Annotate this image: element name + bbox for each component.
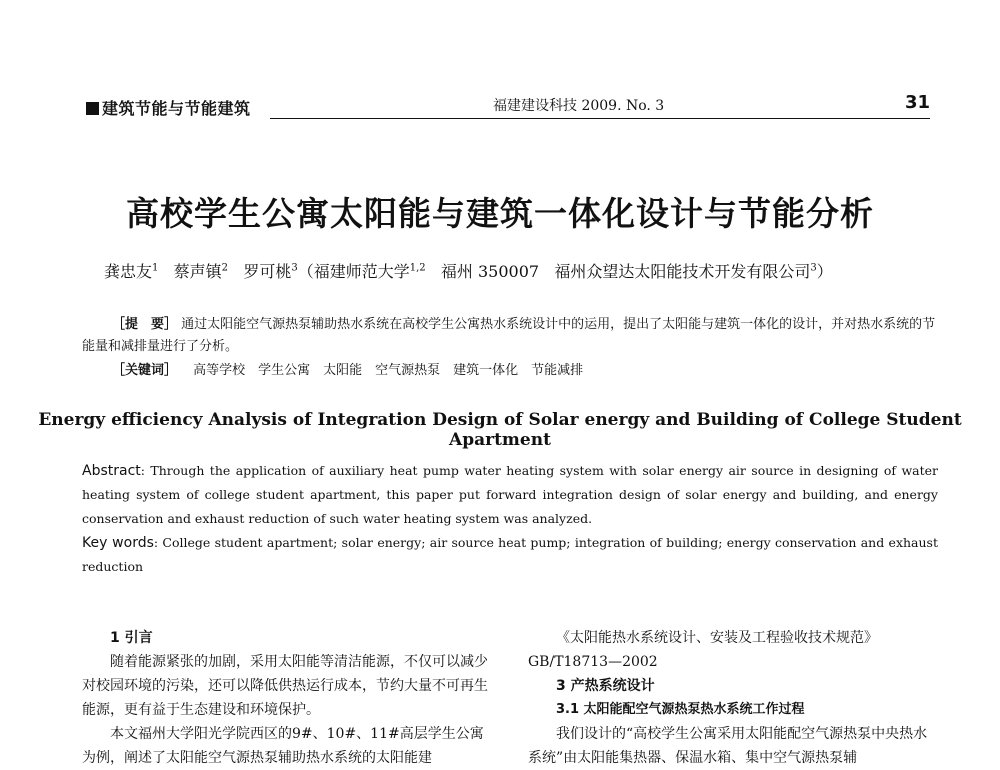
body-column-left — [82, 626, 492, 770]
section-1-para-1: 随着能源紧张的加剧，采用太阳能等清洁能源，不仅可以减少对校园环境的污染，还可以降低供热运行成本，节约大量不可再生能源，更有益于生态建设和环境保护。 — [82, 654, 488, 718]
section-1-heading: 1 引言 — [110, 630, 153, 646]
abstract-cn: ［提 要］ 通过太阳能空气源热泵辅助热水系统在高校学生公寓热水系统设计中的运用，提出了太阳能与建筑一体化的设计，并对热水系统的节能量和减排量进行了分析。 — [82, 317, 936, 354]
standard-reference: 《太阳能热水系统设计、安装及工程验收技术规范》GB/T18713—2002 — [528, 630, 878, 670]
keywords-cn: ［关键词］ 高等学校 学生公寓 太阳能 空气源热泵 建筑一体化 节能减排 — [112, 363, 584, 378]
article-title-en: Energy efficiency Analysis of Integration Design of Solar energy and Building of College Student Apartment — [38, 410, 962, 450]
square-bullet-icon — [86, 102, 99, 115]
article-title-cn: 高校学生公寓太阳能与建筑一体化设计与节能分析 — [126, 194, 874, 233]
running-header-journal: 福建建设科技 2009. No. 3 — [493, 98, 665, 114]
running-header-section: 建筑节能与节能建筑 — [86, 96, 251, 119]
abstract-en: Abstract: Through the application of auxiliary heat pump water heating system with solar energy air source in designing of water heating system of college student apartment, this paper put forward integration design of solar energy and building, and energy conservation and exhaust reduction of such water heating system was analyzed. Key words: College student apartment; solar energy; air source heat pump; integration of building; energy conservation and exhaust reduction — [82, 463, 938, 574]
section-1-para-2: 本文福州大学阳光学院西区的9#、10#、11#高层学生公寓为例，阐述了太阳能空气源热泵辅助热水系统的太阳能建 — [82, 726, 484, 766]
header-rule — [270, 118, 930, 119]
section-3-1-heading: 3.1 太阳能配空气源热泵热水系统工作过程 — [556, 702, 805, 717]
section-3-heading: 3 产热系统设计 — [556, 678, 655, 694]
body-column-right — [528, 626, 938, 770]
section-3-1-para: 我们设计的“高校学生公寓采用太阳能配空气源热泵中央热水系统”由太阳能集热器、保温水箱、集中空气源热泵辅 — [528, 726, 928, 766]
keywords-en-text: College student apartment; solar energy; air source heat pump; integration of building; energy conservation and exhaust reduction — [82, 535, 938, 574]
author-line: 龚忠友$^1$ 蔡声镇$^2$ 罗可桃$^3$（福建师范大学$^{1,2}$ 福州 350007 福州众望达太阳能技术开发有限公司$^3$） — [104, 262, 833, 281]
page-number: 31 — [905, 92, 931, 113]
keywords-cn-text: 高等学校 学生公寓 太阳能 空气源热泵 建筑一体化 节能减排 — [193, 363, 584, 378]
abstract-cn-text: 通过太阳能空气源热泵辅助热水系统在高校学生公寓热水系统设计中的运用，提出了太阳能与建筑一体化的设计，并对热水系统的节能量和减排量进行了分析。 — [82, 317, 936, 354]
abstract-en-text: Through the application of auxiliary heat pump water heating system with solar energy air source in designing of water heating system of college student apartment, this paper put forward integration design of solar energy and building, and energy conservation and exhaust reduction of such water heating system was analyzed. — [82, 463, 938, 526]
